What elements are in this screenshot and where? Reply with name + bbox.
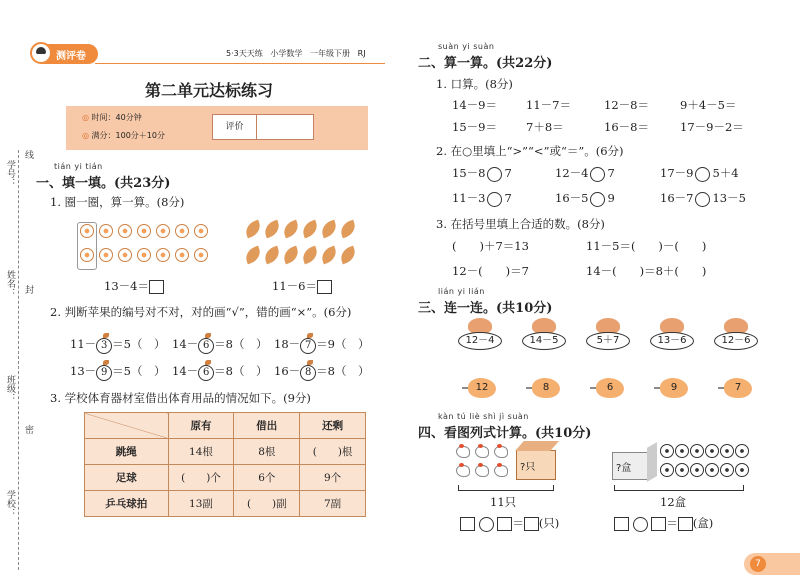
apple-stem-icon [307,360,313,365]
flower-picture [80,224,220,268]
class-label: 班级： [5,375,15,402]
chicken-comb-icon [459,463,464,467]
page-number: 7 [750,556,766,572]
apple-question [172,336,267,354]
secret-label: 密 [23,425,33,434]
eq1: 13－4＝ [104,278,164,294]
apple-icon: 8 [300,365,316,381]
answer-box[interactable] [524,517,539,531]
chicken-icon [494,446,508,458]
table-cell[interactable]: ( )个 [168,465,234,491]
binding-sidebar [0,150,33,570]
apple-prefix: 13－ [70,364,97,378]
chicken-comb-icon [478,444,483,448]
compare-item [452,165,512,182]
left-brace [458,485,554,491]
oral-item[interactable]: 16－8＝ [604,120,649,134]
mascot-icon [30,42,52,64]
binding-line-label: 线 [23,150,33,159]
apple-prefix: 14－ [172,337,199,351]
box-label: ?盒 [616,463,632,474]
compare-right: 13－5 [712,191,746,205]
compare-left: 11－3 [452,191,486,205]
header-info [226,48,366,59]
edition: RJ [357,49,366,58]
mouse-icon[interactable] [718,378,758,400]
mouse-icon[interactable] [590,378,630,400]
apple-icon: 6 [198,365,214,381]
left-equation: ＝ (只) [460,515,559,532]
compare-item [555,190,615,207]
soccer-ball-icon [720,463,734,477]
sec2-q1: 1. 口算。(8分) [436,77,513,91]
left-total: 11只 [490,495,517,509]
leaf-icon [300,220,320,239]
header-rule [95,63,385,64]
sec2-title: 二、算一算。(共22分) [418,56,553,71]
sec3-pinyin: lián yi lián [438,287,485,296]
answer-box[interactable] [651,517,666,531]
chicken-icon [456,446,470,458]
equipment-table [84,412,366,517]
oral-item[interactable]: 7＋8＝ [526,120,564,134]
compare-right: 7 [607,166,615,180]
table-cell: 6个 [234,465,300,491]
frog-pad: 13－6 [650,332,694,350]
mouse-icon[interactable] [462,378,502,400]
grade: 一年级下册 [310,49,351,58]
fill-item[interactable]: ( )＋7＝13 [452,239,529,253]
eq2: 11－6＝ [272,278,332,294]
flower-icon [156,248,170,262]
flower-icon [156,224,170,238]
mouse-body: 7 [724,378,752,398]
flower-icon [80,224,94,238]
apple-icon: 7 [300,338,316,354]
compare-right: 7 [504,166,512,180]
eval-box [212,114,314,140]
oral-item[interactable]: 11－7＝ [526,98,571,112]
sec1-title: 一、填一填。(共23分) [36,176,171,191]
apple-icon: 6 [198,338,214,354]
sec1-pinyin: tián yi tián [54,162,103,171]
leaf-icon [243,220,263,239]
oral-item[interactable]: 15－9＝ [452,120,497,134]
compare-left: 16－7 [660,191,694,205]
answer-box[interactable] [497,517,512,531]
table-cell[interactable]: ( )副 [234,491,300,517]
answer-box[interactable] [460,517,475,531]
answer-box[interactable] [149,280,164,294]
flower-icon [99,248,113,262]
leaf-icon [338,220,358,239]
table-cell[interactable]: ( )根 [300,439,366,465]
flower-icon [118,224,132,238]
table-cell: 足球 [85,465,169,491]
apple-stem-icon [205,333,211,338]
answer-box[interactable] [678,517,693,531]
compare-right: 7 [504,191,512,205]
leaf-picture [245,222,357,268]
mouse-body: 12 [468,378,496,398]
sec1-q1: 1. 圈一圈，算一算。(8分) [50,195,185,209]
score-text: ◎ 满分：100分＋10分 [82,131,165,140]
soccer-ball-icon [690,444,704,458]
apple-stem-icon [103,360,109,365]
compare-circle[interactable] [487,192,502,207]
compare-left: 17－9 [660,166,694,180]
chicken-icon [475,465,489,477]
frog-pad: 5＋7 [586,332,630,350]
flower-icon [137,224,151,238]
flower-icon [118,248,132,262]
chicken-comb-icon [478,463,483,467]
right-total: 12盒 [660,495,687,509]
ball-group [660,444,750,484]
table-header-cell: 借出 [234,413,300,439]
table-cell: 7副 [300,491,366,517]
fill-item[interactable]: 14－( )＝8＋( ) [586,264,707,278]
apple-answer[interactable]: ＝8（ ） [214,337,268,351]
oral-item[interactable]: 9＋4－5＝ [680,98,737,112]
compare-item [660,165,739,182]
flower-icon [99,224,113,238]
leaf-icon [319,220,339,239]
sec1-q3: 3. 学校体育器材室借出体育用品的情况如下。(9分) [50,391,311,405]
coop-label: ?只 [520,462,536,473]
apple-answer[interactable]: ＝8（ ） [214,364,268,378]
page-number-tab [744,553,800,575]
table-row [85,439,366,465]
frog-icon[interactable] [714,318,758,350]
apple-icon: 3 [96,338,112,354]
frog-pad: 14－5 [522,332,566,350]
leaf-icon [243,246,263,265]
compare-circle[interactable] [590,167,605,182]
sec4-title: 四、看图列式计算。(共10分) [418,426,592,441]
apple-answer[interactable]: ＝9（ ） [316,337,370,351]
sec4-pinyin: kàn tú liè shì jì suàn [438,412,529,421]
compare-circle[interactable] [695,167,710,182]
soccer-ball-icon [675,463,689,477]
sec2-pinyin: suàn yi suàn [438,42,495,51]
soccer-ball-icon [735,444,749,458]
chicken-icon [494,465,508,477]
soccer-ball-icon [660,444,674,458]
table-cell: 13副 [168,491,234,517]
leaf-icon [281,246,301,265]
apple-prefix: 14－ [172,364,199,378]
right-brace [614,485,744,491]
apple-question [274,336,369,354]
table-row [85,491,366,517]
flower-icon [80,248,94,262]
compare-circle[interactable] [487,167,502,182]
sec3-title: 三、连一连。(共10分) [418,301,553,316]
apple-question [70,363,165,381]
apple-prefix: 11－ [70,337,97,351]
ball-box [612,452,648,480]
chicken-comb-icon [459,444,464,448]
frog-pad: 12－4 [458,332,502,350]
mouse-icon[interactable] [654,378,694,400]
frog-pad: 12－6 [714,332,758,350]
table-header-cell: 原有 [168,413,234,439]
compare-left: 15－8 [452,166,486,180]
school-label: 学校： [5,490,15,517]
chicken-coop [516,450,556,480]
sec1-q2: 2. 判断苹果的编号对不对，对的画“√”，错的画“×”。(6分) [50,305,352,319]
soccer-ball-icon [705,444,719,458]
answer-box[interactable] [614,517,629,531]
right-equation: ＝ (盒) [614,515,713,532]
frog-icon[interactable] [458,318,502,350]
table-header-cell [85,413,169,439]
compare-item [555,165,615,182]
flower-icon [194,224,208,238]
badge [34,44,98,64]
leaf-icon [338,246,358,265]
mouse-icon[interactable] [526,378,566,400]
mouse-body: 9 [660,378,688,398]
table-row [85,465,366,491]
frog-icon[interactable] [650,318,694,350]
chicken-group [456,446,516,486]
apple-stem-icon [205,360,211,365]
leaf-icon [319,246,339,265]
info-box [66,106,368,150]
time-text: ◎ 时间：40分钟 [82,113,142,122]
flower-icon [194,248,208,262]
table-cell: 跳绳 [85,439,169,465]
leaf-icon [300,246,320,265]
flower-icon [175,248,189,262]
apple-icon: 9 [96,365,112,381]
oral-item[interactable]: 17－9－2＝ [680,120,744,134]
compare-circle[interactable] [590,192,605,207]
apple-answer[interactable]: ＝5（ ） [112,337,166,351]
compare-left: 16－5 [555,191,589,205]
table-cell: 乒乓球拍 [85,491,169,517]
leaf-icon [262,246,282,265]
fill-item[interactable]: 11－5＝( )－( ) [586,239,707,253]
apple-answer[interactable]: ＝8（ ） [316,364,370,378]
oral-item[interactable]: 12－8＝ [604,98,649,112]
apple-stem-icon [103,333,109,338]
leaf-icon [281,220,301,239]
chicken-icon [456,465,470,477]
soccer-ball-icon [675,444,689,458]
frog-icon[interactable] [522,318,566,350]
apple-answer[interactable]: ＝5（ ） [112,364,166,378]
sec2-q3: 3. 在括号里填上合适的数。(8分) [436,217,605,231]
eval-label: 评价 [213,115,257,139]
apple-prefix: 18－ [274,337,301,351]
apple-prefix: 16－ [274,364,301,378]
apple-stem-icon [307,333,313,338]
mouse-body: 6 [596,378,624,398]
table-cell: 9个 [300,465,366,491]
chicken-comb-icon [497,444,502,448]
table-cell: 14根 [168,439,234,465]
operator-circle[interactable] [479,517,494,532]
table-header-row [85,413,366,439]
leaf-icon [262,220,282,239]
soccer-ball-icon [660,463,674,477]
chicken-comb-icon [497,463,502,467]
oral-item[interactable]: 14－9＝ [452,98,497,112]
frog-icon[interactable] [586,318,630,350]
sec2-q2: 2. 在○里填上“>”“<”或“＝”。(6分) [436,144,624,158]
flower-icon [137,248,151,262]
compare-circle[interactable] [695,192,710,207]
subject: 小学数学 [270,49,303,58]
badge-label: 测评卷 [56,51,86,62]
seal-label: 封 [23,285,33,294]
name-label: 姓名： [5,270,15,297]
compare-item [452,190,512,207]
flower-icon [175,224,189,238]
chicken-icon [475,446,489,458]
soccer-ball-icon [735,463,749,477]
compare-left: 12－4 [555,166,589,180]
table-header-cell: 还剩 [300,413,366,439]
apple-question [274,363,369,381]
compare-item [660,190,746,207]
compare-right: 9 [607,191,615,205]
mouse-body: 8 [532,378,560,398]
series: 5·3天天练 [226,49,263,58]
soccer-ball-icon [690,463,704,477]
apple-question [70,336,165,354]
operator-circle[interactable] [633,517,648,532]
answer-box[interactable] [317,280,332,294]
soccer-ball-icon [720,444,734,458]
compare-right: 5＋4 [712,166,739,180]
table-cell: 8根 [234,439,300,465]
student-id-label: 学号： [5,160,15,187]
soccer-ball-icon [705,463,719,477]
page-title: 第二单元达标练习 [145,81,274,100]
fill-item[interactable]: 12－( )＝7 [452,264,529,278]
apple-question [172,363,267,381]
